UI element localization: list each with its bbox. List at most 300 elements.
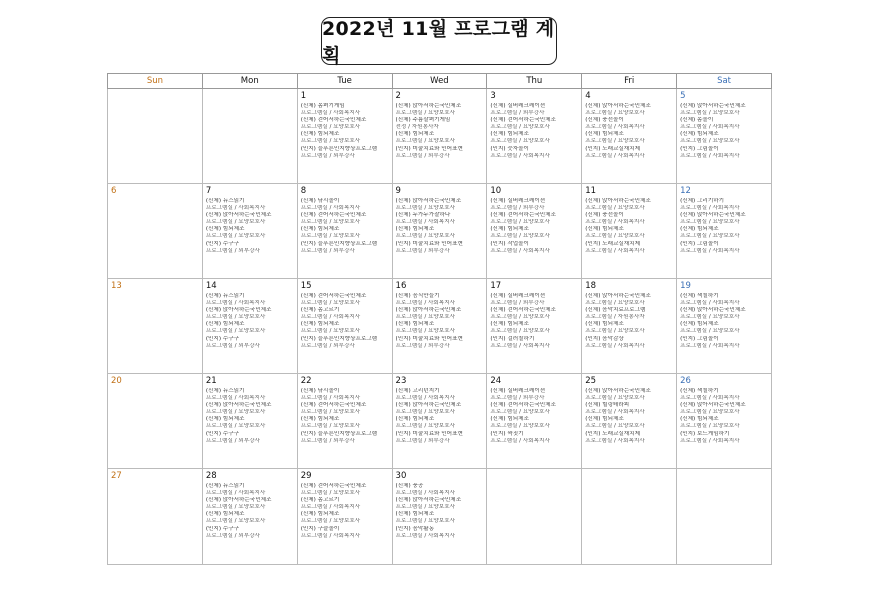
program-name: (신체) 힘뇌체조 — [300, 321, 340, 328]
program-name: (신체) 힘뇌체조 — [395, 321, 435, 328]
program-name: (인지) 수구구 — [205, 430, 240, 437]
program-location-staff: 프로그램실 / 요양보호사 — [395, 328, 456, 335]
program-name: (인지) 노래교실재치제 — [585, 145, 640, 152]
program-name: (신체) 앉아서하는국민체조 — [680, 307, 746, 314]
program-location-staff: 프로그램실 / 요양보호사 — [585, 423, 645, 430]
program-location-staff: 프로그램실 / 요양보호사 — [395, 110, 456, 117]
program-name: (인지) 노래교실재치제 — [585, 430, 640, 437]
day-number: 28 — [205, 471, 217, 481]
day-cell[interactable] — [202, 279, 297, 374]
day-cell[interactable] — [582, 469, 677, 565]
program-name: (인지) 늘푸른인지향상프로그램 — [300, 430, 378, 437]
program-name: (신체) 몸고르기 — [300, 497, 340, 504]
program-list — [301, 103, 390, 160]
program-name: (인지) 늘푸른인지향상프로그램 — [300, 240, 378, 247]
day-number: 7 — [205, 186, 212, 196]
program-location-staff: 프로그램실 / 사회복지사 — [680, 152, 740, 159]
weekday-header-mon: Mon — [202, 74, 297, 89]
day-number: 22 — [300, 376, 312, 386]
program-location-staff: 프로그램실 / 사회복지사 — [300, 314, 361, 321]
day-cell[interactable] — [392, 279, 487, 374]
program-name: (인지) 짝짓기 — [490, 430, 524, 437]
program-location-staff: 프로그램실 / 외부강사 — [205, 247, 260, 254]
program-list — [301, 483, 390, 540]
day-number: 19 — [680, 281, 691, 291]
program-name: (신체) 뉴스읽기 — [205, 483, 245, 489]
program-list — [680, 293, 769, 350]
day-cell[interactable] — [297, 279, 392, 374]
weekday-header-thu: Thu — [487, 74, 582, 89]
day-cell[interactable] — [487, 374, 582, 469]
program-name: (신체) 걷어서하는국민체조 — [490, 212, 556, 219]
calendar-week-row — [108, 279, 772, 374]
program-name: (신체) 힘뇌체조 — [680, 131, 719, 138]
day-cell[interactable] — [677, 89, 772, 184]
program-location-staff: 프로그램실 / 요양보호사 — [585, 138, 645, 145]
day-number: 18 — [585, 281, 597, 291]
program-name: (신체) 힐링테라피 — [585, 402, 630, 409]
program-location-staff: 프로그램실 / 요양보호사 — [680, 314, 740, 321]
program-location-staff: 프로그램실 / 요양보호사 — [680, 328, 740, 335]
day-number: 21 — [205, 376, 217, 386]
program-name: (인지) 숫자놀이 — [490, 145, 529, 152]
program-location-staff: 프로그램실 / 요양보호사 — [490, 409, 550, 416]
program-name: (신체) 낚시놀이 — [300, 198, 340, 204]
program-location-staff: 프로그램실 / 요양보호사 — [300, 138, 361, 145]
day-cell[interactable] — [487, 89, 582, 184]
program-location-staff: 프로그램실 / 요양보호사 — [205, 518, 266, 525]
day-cell[interactable] — [582, 184, 677, 279]
program-name: (인지) 늘푸른인지향상프로그램 — [300, 335, 378, 342]
program-location-staff: 프로그램실 / 요양보호사 — [585, 300, 645, 307]
day-cell[interactable] — [582, 89, 677, 184]
program-location-staff: 프로그램실 / 사회복지사 — [680, 300, 740, 307]
program-list — [585, 103, 674, 160]
day-number: 12 — [680, 186, 691, 196]
program-location-staff: 프로그램실 / 사회복지사 — [490, 247, 550, 254]
program-name: (인지) 음악활동 — [395, 525, 435, 532]
program-name: (신체) 앉아서하는국민체조 — [205, 212, 272, 219]
program-location-staff: 프로그램실 / 사회복지사 — [680, 342, 740, 349]
day-number: 5 — [680, 91, 686, 101]
program-name: (인지) 미술치료와 인어표현 — [395, 430, 463, 437]
program-name: (신체) 힘뇌체조 — [585, 226, 624, 233]
program-location-staff: 프로그램실 / 사회복지사 — [395, 300, 456, 307]
calendar-body — [108, 89, 772, 565]
program-location-staff: 프로그램실 / 요양보호사 — [585, 328, 645, 335]
program-name: (신체) 고리던지기 — [395, 388, 440, 394]
program-location-staff: 프로그램실 / 요양보호사 — [205, 233, 266, 240]
day-number: 15 — [300, 281, 312, 291]
program-list — [585, 388, 674, 445]
program-name: (인지) 수구구 — [205, 335, 240, 342]
program-name: (신체) 뉴스읽기 — [205, 198, 245, 204]
program-name: (인지) 수구구 — [205, 525, 240, 532]
day-cell[interactable] — [297, 89, 392, 184]
weekday-header-sun: Sun — [108, 74, 203, 89]
program-name: (신체) 걷어서하는국민체조 — [300, 117, 367, 124]
day-number: 6 — [111, 186, 117, 196]
program-location-staff: 프로그램실 / 요양보호사 — [680, 233, 740, 240]
program-location-staff: 프로그램실 / 요양보호사 — [300, 423, 361, 430]
program-list — [206, 293, 295, 350]
program-name: (신체) 실버레크레이션 — [490, 293, 546, 299]
day-cell[interactable] — [108, 279, 203, 374]
weekday-header-wed: Wed — [392, 74, 487, 89]
day-cell[interactable] — [677, 469, 772, 565]
program-name: (신체) 걷어서하는국민체조 — [300, 293, 367, 299]
program-location-staff: 프로그램실 / 사회복지사 — [680, 205, 740, 212]
program-name: (신체) 힘뇌체조 — [205, 226, 245, 233]
day-number: 26 — [680, 376, 691, 386]
program-location-staff: 프로그램실 / 요양보호사 — [395, 314, 456, 321]
program-location-staff: 프로그램실 / 사회복지사 — [300, 110, 361, 117]
program-location-staff: 프로그램실 / 요양보호사 — [680, 138, 740, 145]
program-name: (신체) 앉아서하는국민체조 — [395, 402, 462, 409]
program-name: (신체) 힘뇌체조 — [585, 131, 624, 138]
program-name: (신체) 앉아서하는국민체조 — [585, 293, 651, 299]
weekday-header-row — [108, 74, 772, 89]
program-location-staff: 전정 / 자원봉사자 — [395, 124, 439, 131]
program-name: (신체) 힘뇌체조 — [300, 416, 340, 423]
program-location-staff: 프로그램실 / 외부강사 — [395, 152, 450, 159]
program-name: (신체) 색칠하기 — [680, 293, 719, 299]
day-number: 10 — [490, 186, 502, 196]
weekday-header-fri: Fri — [582, 74, 677, 89]
program-location-staff: 프로그램실 / 사회복지사 — [205, 490, 266, 497]
program-location-staff: 프로그램실 / 외부강사 — [300, 437, 355, 444]
program-location-staff: 프로그램실 / 요양보호사 — [205, 504, 266, 511]
program-location-staff: 프로그램실 / 사회복지사 — [395, 219, 456, 226]
day-cell[interactable] — [297, 374, 392, 469]
program-location-staff: 프로그램실 / 사회복지사 — [585, 247, 645, 254]
program-location-staff: 프로그램실 / 요양보호사 — [585, 110, 645, 117]
day-number: 14 — [205, 281, 217, 291]
program-location-staff: 프로그램실 / 외부강사 — [395, 437, 450, 444]
day-number: 16 — [395, 281, 407, 291]
day-number: 24 — [490, 376, 502, 386]
program-location-staff: 프로그램실 / 요양보호사 — [490, 314, 550, 321]
program-name: (신체) 힘뇌체조 — [585, 416, 624, 423]
program-name: (신체) 힘뇌체조 — [490, 131, 529, 138]
program-name: (신체) 앉아서하는국민체조 — [585, 103, 651, 109]
program-name: (신체) 뉴스읽기 — [205, 388, 245, 394]
day-cell[interactable] — [297, 469, 392, 565]
program-name: (신체) 힘뇌체조 — [395, 511, 435, 518]
program-list — [206, 198, 295, 255]
program-name: (신체) 몸펴기게임 — [300, 103, 345, 109]
program-location-staff: 프로그램실 / 외부강사 — [395, 247, 450, 254]
program-location-staff: 프로그램실 / 사회복지사 — [205, 395, 266, 402]
program-location-staff: 프로그램실 / 요양보호사 — [490, 328, 550, 335]
day-cell[interactable] — [202, 374, 297, 469]
program-name: (신체) 힘뇌체조 — [585, 321, 624, 328]
program-name: (신체) 음악치료프로그램 — [585, 307, 646, 314]
calendar-week-row — [108, 469, 772, 565]
day-cell[interactable] — [202, 184, 297, 279]
program-list — [680, 103, 769, 160]
program-location-staff: 프로그램실 / 사회복지사 — [680, 124, 740, 131]
day-cell[interactable] — [202, 469, 297, 565]
program-list — [206, 483, 295, 540]
program-location-staff: 프로그램실 / 외부강사 — [490, 300, 545, 307]
program-location-staff: 프로그램실 / 요양보호사 — [395, 518, 456, 525]
program-name: (신체) 힘뇌체조 — [205, 321, 245, 328]
day-cell[interactable] — [392, 89, 487, 184]
program-name: (신체) 걷어서하는국민체조 — [490, 402, 556, 409]
program-list — [585, 198, 674, 255]
day-cell[interactable] — [487, 469, 582, 565]
program-location-staff: 프로그램실 / 요양보호사 — [395, 409, 456, 416]
day-cell[interactable] — [392, 374, 487, 469]
program-name: (신체) 힘뇌체조 — [395, 416, 435, 423]
day-cell[interactable] — [582, 279, 677, 374]
program-location-staff: 프로그램실 / 사회복지사 — [300, 395, 361, 402]
program-location-staff: 프로그램실 / 요양보호사 — [395, 423, 456, 430]
program-location-staff: 프로그램실 / 사회복지사 — [395, 532, 456, 539]
calendar-week-row — [108, 374, 772, 469]
program-name: (신체) 걷어서하는국민체조 — [490, 307, 556, 314]
program-list — [396, 103, 485, 160]
program-name: (인지) 미술치료와 인어표현 — [395, 145, 463, 152]
day-number: 2 — [395, 91, 401, 101]
day-cell[interactable] — [392, 469, 487, 565]
program-location-staff: 프로그램실 / 요양보호사 — [300, 219, 361, 226]
weekday-header-sat: Sat — [677, 74, 772, 89]
program-name: (신체) 실버레크레이션 — [490, 198, 546, 204]
program-location-staff: 프로그램실 / 요양보호사 — [205, 423, 266, 430]
program-location-staff: 프로그램실 / 외부강사 — [205, 437, 260, 444]
program-name: (신체) 힘뇌체조 — [300, 131, 340, 138]
program-location-staff: 프로그램실 / 요양보호사 — [300, 409, 361, 416]
program-list — [680, 198, 769, 255]
program-location-staff: 프로그램실 / 사회복지사 — [395, 490, 456, 497]
program-list — [490, 198, 579, 255]
program-name: (신체) 힘뇌체조 — [205, 416, 245, 423]
program-location-staff: 프로그램실 / 사회복지사 — [680, 395, 740, 402]
program-list — [396, 483, 485, 540]
program-location-staff: 프로그램실 / 사회복지사 — [490, 152, 550, 159]
program-location-staff: 프로그램실 / 요양보호사 — [490, 233, 550, 240]
program-location-staff: 프로그램실 / 요양보호사 — [490, 124, 550, 131]
day-number: 4 — [585, 91, 591, 101]
program-name: (신체) 풍선놀이 — [585, 117, 624, 124]
program-location-staff: 프로그램실 / 사회복지사 — [205, 205, 266, 212]
program-list — [396, 293, 485, 350]
program-name: (신체) 힘뇌체조 — [300, 511, 340, 518]
program-name: (인지) 보드게임하기 — [680, 430, 730, 437]
calendar-week-row — [108, 184, 772, 279]
program-name: (신체) 앉아서하는국민체조 — [205, 402, 272, 409]
program-location-staff: 프로그램실 / 요양보호사 — [205, 219, 266, 226]
program-location-staff: 프로그램실 / 요양보호사 — [585, 395, 645, 402]
program-name: (신체) 뉴스읽기 — [205, 293, 245, 299]
program-location-staff: 프로그램실 / 요양보호사 — [680, 219, 740, 226]
program-list — [301, 388, 390, 445]
program-name: (신체) 누가누가잘하나 — [395, 212, 451, 219]
day-number: 17 — [490, 281, 502, 291]
program-location-staff: 프로그램실 / 요양보호사 — [205, 409, 266, 416]
program-location-staff: 프로그램실 / 사회복지사 — [300, 504, 361, 511]
program-name: (신체) 힘뇌체조 — [680, 321, 719, 328]
program-name: (신체) 앉아서하는국민체조 — [680, 402, 746, 409]
program-list — [396, 198, 485, 255]
program-name: (신체) 앉아서하는국민체조 — [395, 307, 462, 314]
day-cell[interactable] — [677, 184, 772, 279]
day-cell[interactable] — [297, 184, 392, 279]
program-name: (신체) 힘뇌체조 — [490, 321, 529, 328]
program-list — [301, 198, 390, 255]
program-name: (인지) 미술치료와 인어표현 — [395, 240, 463, 247]
program-list — [301, 293, 390, 350]
day-cell[interactable] — [108, 469, 203, 565]
program-name: (인지) 그림놀이 — [680, 145, 719, 152]
program-name: (인지) 걸러칠하기 — [490, 335, 535, 342]
program-location-staff: 프로그램실 / 요양보호사 — [395, 504, 456, 511]
program-location-staff: 프로그램실 / 외부강사 — [300, 152, 355, 159]
day-number: 25 — [585, 376, 597, 386]
program-name: (신체) 그리기하기 — [680, 198, 725, 204]
program-name: (인지) 그림놀이 — [680, 240, 719, 247]
program-location-staff: 프로그램실 / 외부강사 — [490, 110, 545, 117]
program-list — [490, 388, 579, 445]
program-location-staff: 프로그램실 / 외부강사 — [490, 205, 545, 212]
program-list — [490, 293, 579, 350]
program-location-staff: 프로그램실 / 사회복지사 — [585, 124, 645, 131]
program-location-staff: 프로그램실 / 외부강사 — [395, 342, 450, 349]
program-location-staff: 프로그램실 / 사회복지사 — [205, 300, 266, 307]
program-location-staff: 프로그램실 / 요양보호사 — [490, 423, 550, 430]
program-name: (신체) 힘뇌체조 — [680, 416, 719, 423]
program-location-staff: 프로그램실 / 사회복지사 — [585, 219, 645, 226]
program-name: (신체) 앉아서하는국민체조 — [585, 198, 651, 204]
program-location-staff: 프로그램실 / 사회복지사 — [585, 342, 645, 349]
program-name: (신체) 앉아서하는국민체조 — [205, 307, 272, 314]
program-list — [680, 388, 769, 445]
program-location-staff: 프로그램실 / 요양보호사 — [490, 219, 550, 226]
day-number: 11 — [585, 186, 597, 196]
program-location-staff: 프로그램실 / 요양보호사 — [300, 300, 361, 307]
calendar-table — [107, 73, 772, 565]
day-number: 23 — [395, 376, 407, 386]
program-location-staff: 프로그램실 / 요양보호사 — [300, 328, 361, 335]
program-location-staff: 프로그램실 / 요양보호사 — [300, 124, 361, 131]
program-name: (신체) 걷어서하는국민체조 — [490, 117, 556, 124]
day-cell[interactable] — [392, 184, 487, 279]
day-cell[interactable] — [677, 279, 772, 374]
day-number: 8 — [300, 186, 307, 196]
program-location-staff: 프로그램실 / 사회복지사 — [585, 409, 645, 416]
program-name: (신체) 색칠하기 — [680, 388, 719, 394]
program-location-staff: 프로그램실 / 요양보호사 — [395, 233, 456, 240]
program-name: (신체) 힘뇌체조 — [490, 416, 529, 423]
program-name: (신체) 풍선놀이 — [585, 212, 624, 219]
day-cell[interactable] — [487, 279, 582, 374]
day-number: 3 — [490, 91, 496, 101]
day-number: 9 — [395, 186, 401, 196]
program-location-staff: 프로그램실 / 요양보호사 — [300, 490, 361, 497]
program-name: (신체) 힘뇌체조 — [490, 226, 529, 233]
program-location-staff: 프로그램실 / 요양보호사 — [395, 205, 456, 212]
program-location-staff: 프로그램실 / 요양보호사 — [680, 110, 740, 117]
program-name: (신체) 앉아서하는국민체조 — [395, 198, 462, 204]
program-location-staff: 프로그램실 / 요양보호사 — [205, 328, 266, 335]
program-name: (인지) 노래교실재치제 — [585, 240, 640, 247]
program-name: (신체) 앉아서하는국민체조 — [585, 388, 651, 394]
program-location-staff: 프로그램실 / 사회복지사 — [490, 437, 550, 444]
day-cell[interactable] — [108, 89, 203, 184]
program-name: (인지) 늘푸른인지향상프로그램 — [300, 145, 378, 152]
program-location-staff: 프로그램실 / 요양보호사 — [585, 205, 645, 212]
program-location-staff: 프로그램실 / 외부강사 — [300, 342, 355, 349]
day-number: 30 — [395, 471, 407, 481]
program-name: (신체) 걷어서하는국민체조 — [300, 483, 367, 489]
day-cell[interactable] — [202, 89, 297, 184]
program-location-staff: 프로그램실 / 자원봉사자 — [585, 314, 645, 321]
program-name: (인지) 음악감상 — [585, 335, 624, 342]
program-name: (신체) 힘뇌체조 — [680, 226, 719, 233]
day-number: 29 — [300, 471, 312, 481]
program-name: (신체) 낚시놀이 — [300, 388, 340, 394]
program-name: (신체) 실버레크레이션 — [490, 103, 546, 109]
program-location-staff: 프로그램실 / 사회복지사 — [300, 205, 361, 212]
program-name: (신체) 힘뇌체조 — [205, 511, 245, 518]
program-name: (신체) 힘뇌체조 — [395, 131, 435, 138]
program-location-staff: 프로그램실 / 요양보호사 — [300, 233, 361, 240]
program-location-staff: 프로그램실 / 요양보호사 — [490, 138, 550, 145]
program-name: (신체) 실버레크레이션 — [490, 388, 546, 394]
day-cell[interactable] — [677, 374, 772, 469]
program-name: (신체) 앉아서하는국민체조 — [680, 212, 746, 219]
day-number: 13 — [111, 281, 122, 291]
program-location-staff: 프로그램실 / 외부강사 — [205, 342, 260, 349]
program-name: (인지) 작업놀이 — [490, 240, 529, 247]
program-name: (신체) 주름살펴기게임 — [395, 117, 451, 124]
program-location-staff: 프로그램실 / 사회복지사 — [680, 437, 740, 444]
program-name: (인지) 그림놀이 — [680, 335, 719, 342]
day-number: 1 — [300, 91, 307, 101]
program-list — [396, 388, 485, 445]
program-name: (신체) 힘뇌체조 — [300, 226, 340, 233]
program-list — [490, 103, 579, 160]
day-number: 20 — [111, 376, 122, 386]
program-location-staff: 프로그램실 / 요양보호사 — [300, 518, 361, 525]
weekday-header-tue: Tue — [297, 74, 392, 89]
program-name: (인지) 미술치료와 인어표현 — [395, 335, 463, 342]
program-location-staff: 프로그램실 / 외부강사 — [300, 247, 355, 254]
day-cell[interactable] — [487, 184, 582, 279]
program-name: (신체) 앉아서하는국민체조 — [395, 497, 462, 504]
program-location-staff: 프로그램실 / 사회복지사 — [680, 247, 740, 254]
program-name: (신체) 앉아서하는국민체조 — [680, 103, 746, 109]
program-location-staff: 프로그램실 / 외부강사 — [205, 532, 260, 539]
day-cell[interactable] — [108, 374, 203, 469]
program-name: (신체) 걷어서하는국민체조 — [300, 212, 367, 219]
day-cell[interactable] — [582, 374, 677, 469]
program-name: (신체) 몸고르기 — [300, 307, 340, 314]
day-cell[interactable] — [108, 184, 203, 279]
program-list — [585, 293, 674, 350]
program-name: (인지) 수구구 — [205, 240, 240, 247]
program-location-staff: 프로그램실 / 요양보호사 — [680, 409, 740, 416]
program-name: (신체) 음식만들기 — [395, 293, 440, 299]
program-location-staff: 프로그램실 / 요양보호사 — [395, 138, 456, 145]
page-title: 2022년 11월 프로그램 계획 — [321, 17, 557, 65]
program-location-staff: 프로그램실 / 사회복지사 — [490, 342, 550, 349]
program-location-staff: 프로그램실 / 요양보호사 — [205, 314, 266, 321]
program-name: (신체) 힘뇌체조 — [395, 226, 435, 233]
program-list — [206, 388, 295, 445]
